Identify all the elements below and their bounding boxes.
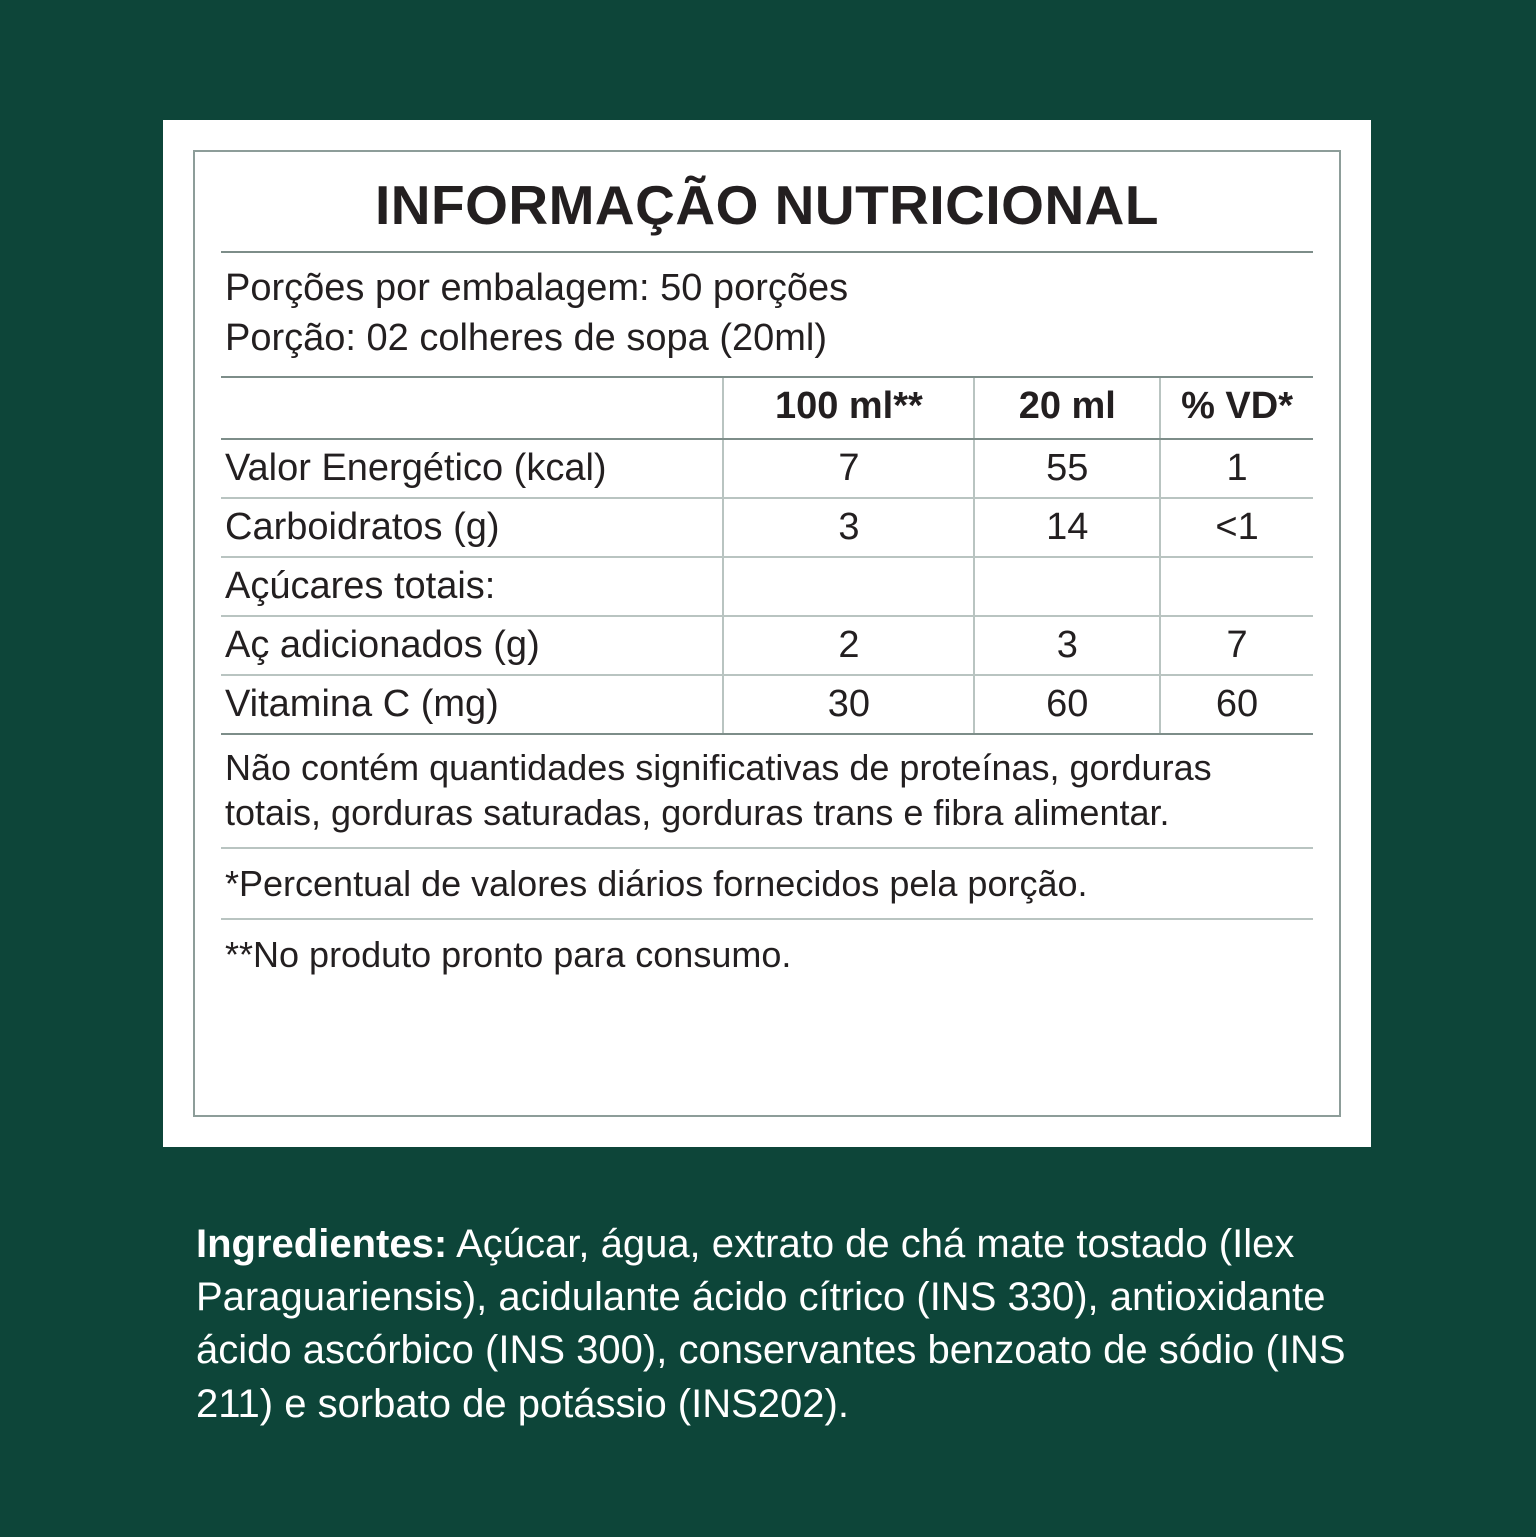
row-value-100ml: 2 xyxy=(723,616,974,675)
row-label: Aç adicionados (g) xyxy=(221,616,723,675)
servings-per-package: Porções por embalagem: 50 porções xyxy=(225,267,849,310)
column-header-20ml: 20 ml xyxy=(974,378,1160,439)
row-value-vd: 7 xyxy=(1160,616,1313,675)
table-row xyxy=(221,557,1313,616)
row-value-100ml xyxy=(723,557,974,616)
table-row xyxy=(221,498,1313,557)
ingredients-text: Açúcar, água, extrato de chá mate tostado (Ilex Paraguariensis), acidulante ácido cítrico (INS 330), antioxidante ácido ascórbico (INS 300), conservantes benzoato de sódio (INS 211) e sorbato de potássio (INS202). xyxy=(196,1222,1346,1426)
row-label: Valor Energético (kcal) xyxy=(221,439,723,498)
table-header xyxy=(221,378,1313,439)
row-value-vd: 1 xyxy=(1160,439,1313,498)
table-row xyxy=(221,439,1313,498)
ingredients-label: Ingredientes: xyxy=(196,1222,448,1266)
table-row xyxy=(221,616,1313,675)
row-value-vd: 60 xyxy=(1160,675,1313,734)
column-header-blank xyxy=(221,378,723,439)
row-value-20ml xyxy=(974,557,1160,616)
row-value-100ml: 7 xyxy=(723,439,974,498)
table-header-row xyxy=(221,378,1313,439)
row-value-vd: <1 xyxy=(1160,498,1313,557)
row-value-20ml: 14 xyxy=(974,498,1160,557)
nutrition-table xyxy=(221,378,1313,735)
table-row xyxy=(221,675,1313,734)
nutrition-panel-border xyxy=(193,150,1341,1117)
servings-block xyxy=(221,253,1313,375)
note-ready-to-drink: **No produto pronto para consumo. xyxy=(225,933,792,975)
row-label: Carboidratos (g) xyxy=(221,498,723,557)
table-body xyxy=(221,439,1313,734)
serving-size: Porção: 02 colheres de sopa (20ml) xyxy=(225,317,827,360)
column-header-vd: % VD* xyxy=(1160,378,1313,439)
page-title: INFORMAÇÃO NUTRICIONAL xyxy=(375,174,1159,236)
note-daily-values: *Percentual de valores diários fornecidos pela porção. xyxy=(225,862,1088,904)
row-value-vd xyxy=(1160,557,1313,616)
row-value-20ml: 3 xyxy=(974,616,1160,675)
ingredients-block xyxy=(196,1218,1364,1431)
column-header-100ml: 100 ml** xyxy=(723,378,974,439)
row-label: Vitamina C (mg) xyxy=(221,675,723,734)
row-label: Açúcares totais: xyxy=(221,557,723,616)
nutrition-panel xyxy=(163,120,1371,1147)
row-value-20ml: 60 xyxy=(974,675,1160,734)
row-value-100ml: 3 xyxy=(723,498,974,557)
row-value-100ml: 30 xyxy=(723,675,974,734)
note-not-significant: Não contém quantidades significativas de proteínas, gorduras totais, gorduras saturadas, gorduras trans e fibra alimentar. xyxy=(225,746,1212,833)
row-value-20ml: 55 xyxy=(974,439,1160,498)
